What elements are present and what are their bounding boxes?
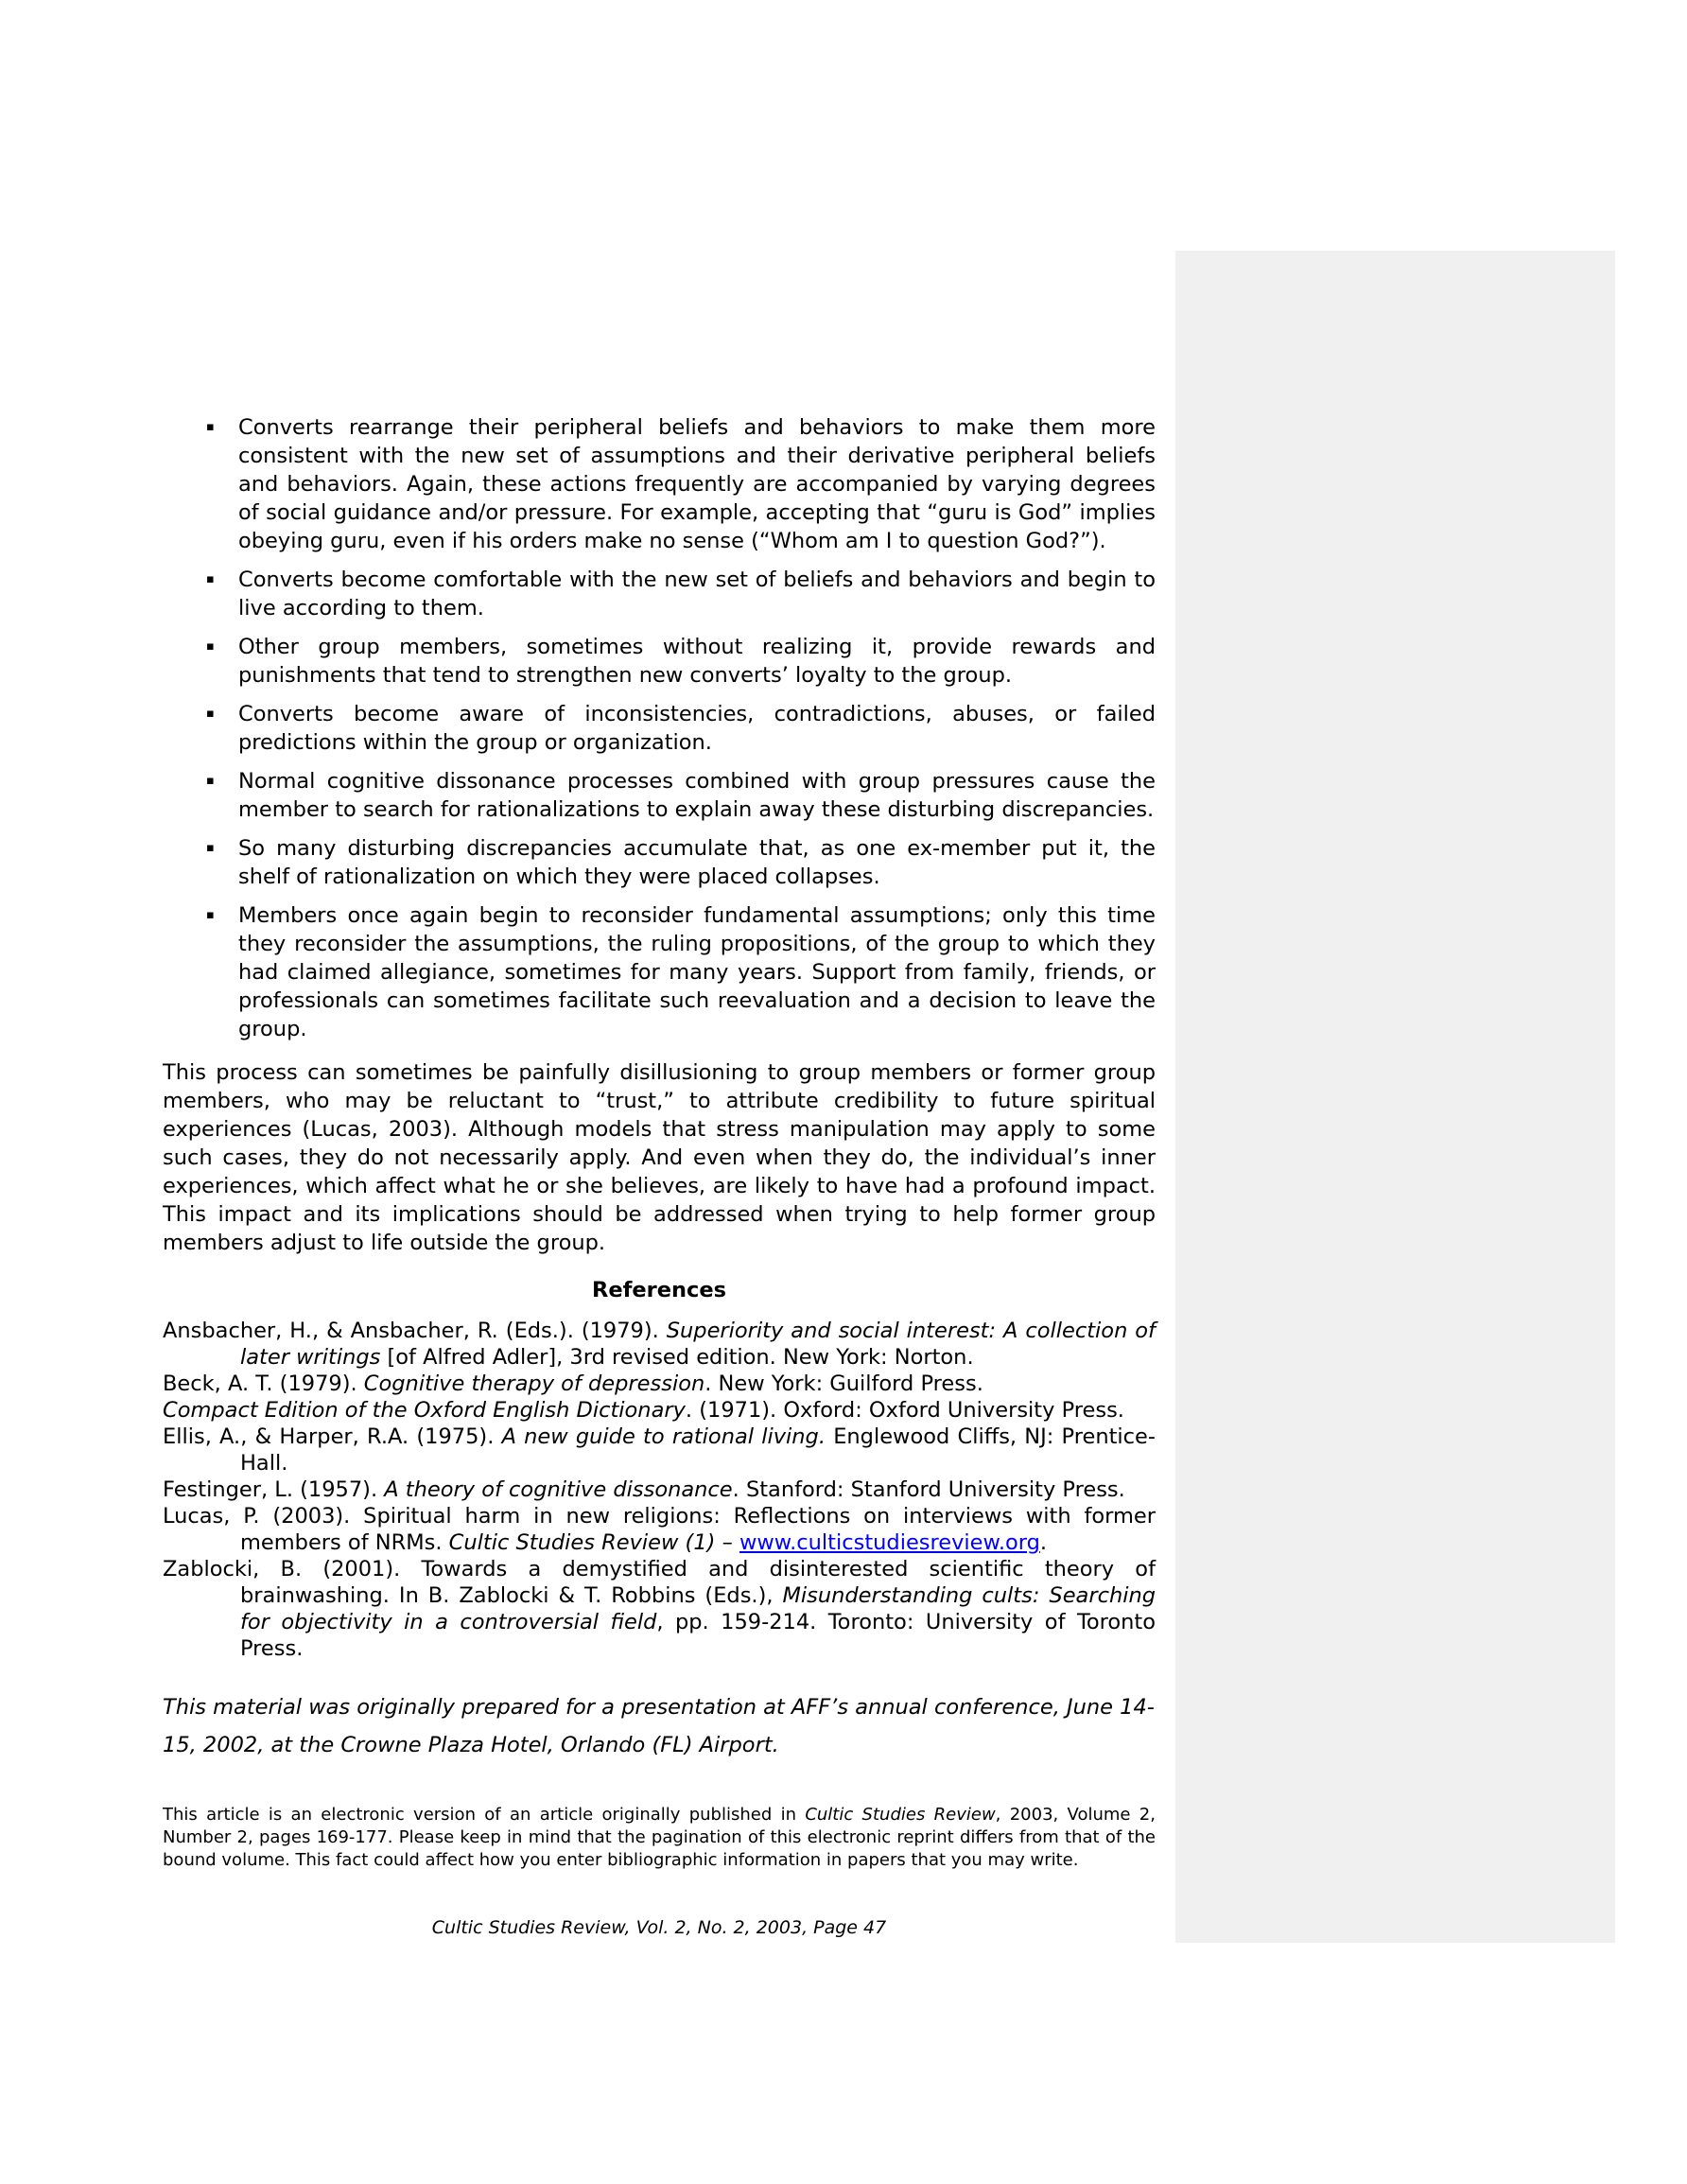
side-panel-background [1175,251,1615,1943]
text-segment: Superiority and social interest: A collection of later writings [240,1319,1156,1370]
bullet-square-icon: ▪ [206,420,215,434]
text-segment: . New York: Guilford Press. [704,1372,983,1396]
bullet-text: Converts become comfortable with the new set of beliefs and behaviors and begin to live according to them. [238,568,1156,620]
bullet-text: Converts rearrange their peripheral beliefs and behaviors to make them more consistent with the new set of assumptions and their derivative peripheral beliefs and behaviors. Again, these actions frequently are accompanied by varying degrees of social guidance and/or pressure. For example, accepting that “guru is God” implies obeying guru, even if his orders make no sense (“Whom am I to question God?”). [238,415,1156,553]
text-segment: , pp. 159-214. Toronto: University of Toronto Press. [240,1610,1157,1661]
bullet-item [163,700,1156,757]
bullet-item [163,566,1156,622]
text-segment: Cultic Studies Review [805,1805,996,1825]
text-segment: [of Alfred Adler], 3rd revised edition. New York: Norton. [380,1345,974,1370]
bullet-text: Other group members, sometimes without realizing it, provide rewards and punishments that tend to strengthen new converts’ loyalty to the group. [238,635,1156,688]
bullet-item [163,767,1156,824]
text-segment: Beck, A. T. (1979). [163,1372,364,1396]
bullet-text: Converts become aware of inconsistencies, contradictions, abuses, or failed predictions within the group or organization. [238,702,1156,755]
bullet-square-icon: ▪ [206,572,215,586]
text-segment: – [715,1530,739,1555]
text-segment: Lucas, P. (2003). Spiritual harm in new religions: Reflections on interviews with former members of NRMs. [163,1504,1156,1555]
text-segment: Misunderstanding cults: Searching for objectivity in a controversial field [240,1583,1156,1634]
bullet-item [163,901,1156,1043]
text-segment: Ansbacher, H., & Ansbacher, R. (Eds.). (1979). [163,1319,667,1343]
references-list [163,1318,1156,1662]
reference-entry [163,1503,1156,1556]
bullet-list [163,413,1156,1043]
reference-link[interactable]: www.culticstudiesreview.org [739,1530,1040,1555]
bullet-square-icon: ▪ [206,908,215,922]
text-segment: Compact Edition of the Oxford English Dictionary [163,1398,686,1423]
text-segment: A theory of cognitive dissonance [384,1477,733,1502]
text-segment: , 2003, Volume 2, Number 2, pages 169-177. Please keep in mind that the pagination of this electronic reprint differs from that of the bound volume. This fact could affect how you enter bibliographic information in papers that you may write. [163,1805,1156,1870]
bullet-square-icon: ▪ [206,774,215,788]
text-segment: Cultic Studies Review (1) [448,1530,716,1555]
bullet-square-icon: ▪ [206,841,215,855]
text-segment: Cognitive therapy of depression [363,1372,705,1396]
reference-entry [163,1371,1156,1397]
text-segment: A new guide to rational living. [501,1424,826,1449]
references-heading: References [592,1278,726,1302]
reference-entry [163,1556,1156,1662]
reference-entry [163,1424,1156,1476]
bullet-text: Normal cognitive dissonance processes combined with group pressures cause the member to search for rationalizations to explain away these disturbing discrepancies. [238,769,1156,822]
bullet-item [163,633,1156,690]
text-segment: Englewood Cliffs, NJ: Prentice-Hall. [240,1424,1156,1476]
bullet-item [163,834,1156,891]
reference-entry [163,1476,1156,1503]
bullet-text: Members once again begin to reconsider fundamental assumptions; only this time they reconsider the assumptions, the ruling propositions, of the group to which they had claimed allegiance, sometimes for many years. Support from family, friends, or professionals can sometimes facilitate such reevaluation and a decision to leave the group. [238,903,1156,1041]
text-segment: . Stanford: Stanford University Press. [732,1477,1125,1502]
reference-entry [163,1318,1156,1371]
bullet-square-icon: ▪ [206,639,215,654]
closing-paragraph: This process can sometimes be painfully disillusioning to group members or former group members, who may be reluctant to “trust,” to attribute credibility to future spiritual experiences (Lucas, 2003). Although models that stress manipulation may apply to some such cases, they do not necessarily apply. And even when they do, the individual’s inner experiences, which affect what he or she believes, are likely to have had a profound impact. This impact and its implications should be addressed when trying to help former group members adjust to life outside the group. [163,1060,1156,1255]
presentation-note: This material was originally prepared for a presentation at AFF’s annual conference, June 14-15, 2002, at the Crowne Plaza Hotel, Orlando (FL) Airport. [163,1695,1155,1757]
text-segment: Ellis, A., & Harper, R.A. (1975). [163,1424,502,1449]
bullet-square-icon: ▪ [206,707,215,721]
bullet-item [163,413,1156,555]
reference-entry [163,1397,1156,1424]
text-segment: . (1971). Oxford: Oxford University Press. [685,1398,1124,1423]
text-segment: Festinger, L. (1957). [163,1477,385,1502]
document-page [163,413,1156,1938]
bullet-text: So many disturbing discrepancies accumulate that, as one ex-member put it, the shelf of rationalization on which they were placed collapses. [238,836,1156,889]
reprint-note [163,1804,1156,1872]
page-footer: Cultic Studies Review, Vol. 2, No. 2, 2003, Page 47 [431,1917,887,1938]
text-segment: Zablocki, B. (2001). Towards a demystified and disinterested scientific theory of brainwashing. In B. Zablocki & T. Robbins (Eds.), [163,1557,1156,1608]
text-segment: . [1039,1530,1048,1555]
text-segment: This article is an electronic version of an article originally published in [163,1805,806,1825]
